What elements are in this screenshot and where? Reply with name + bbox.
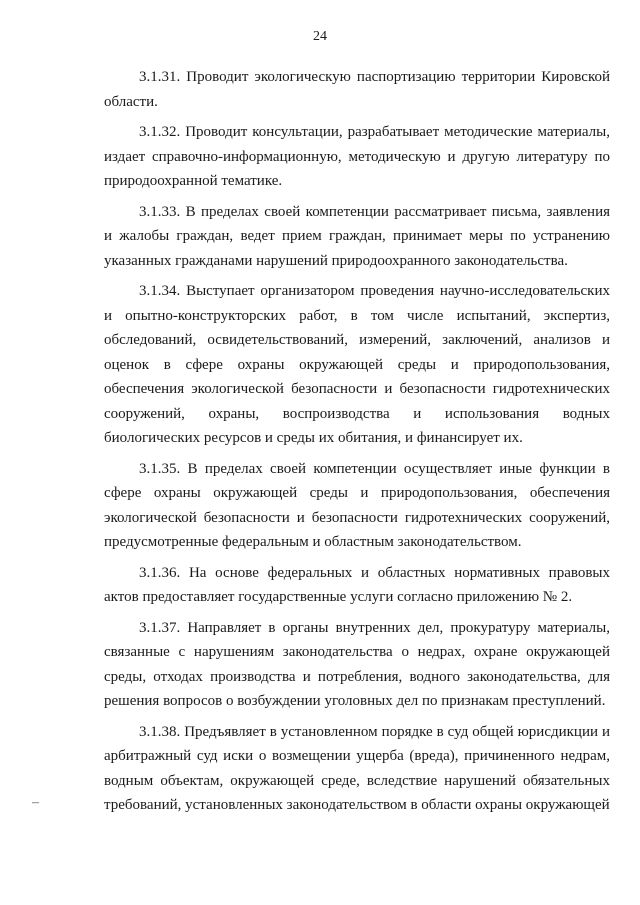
paragraph-3-1-32: 3.1.32. Проводит консультации, разрабатывает методические материалы, издает справочно-информационную, методическую и другую литературу по природоохранной тематике. [104, 124, 610, 189]
paragraph-3-1-31: 3.1.31. Проводит экологическую паспортизацию территории Кировской области. [104, 69, 610, 110]
paragraph-3-1-33: 3.1.33. В пределах своей компетенции рассматривает письма, заявления и жалобы граждан, ведет прием граждан, принимает меры по устранению указанных гражданами нарушений природоохранного законодательства. [104, 203, 610, 269]
document-body [104, 65, 610, 824]
paragraph-3-1-38: 3.1.38. Предъявляет в установленном порядке в суд общей юрисдикции и арбитражный суд иски о возмещении ущерба (вреда), причиненного недрам, водным объектам, окружающей среде, вследствие нарушений обязательных требований, установленных законодательством в области охраны окружающей [104, 723, 610, 813]
page-number: 24 [313, 29, 327, 44]
paragraph-3-1-36: 3.1.36. На основе федеральных и областных нормативных правовых актов предоставляет государственные услуги согласно приложению № 2. [104, 564, 610, 605]
paragraph-3-1-34: 3.1.34. Выступает организатором проведения научно-исследовательских и опытно-конструкторских работ, в том числе испытаний, экспертиз, обследований, освидетельствований, измерений, заключений, анализов и оценок в сфере охраны окружающей среды и природопользования, обеспечения экологической безопасности и безопасности гидротехнических сооружений, охраны, воспроизводства и использования водных биологических ресурсов и среды их обитания, и финансирует их. [104, 283, 610, 446]
paragraph-3-1-35: 3.1.35. В пределах своей компетенции осуществляет иные функции в сфере охраны окружающей среды и природопользования, обеспечения экологической безопасности и безопасности гидротехнических сооружений, предусмотренные федеральным и областным законодательством. [104, 460, 610, 550]
paragraph-3-1-37: 3.1.37. Направляет в органы внутренних дел, прокуратуру материалы, связанные с нарушениям законодательства о недрах, охране окружающей среды, отходах производства и потребления, водного законодательства, для решения вопросов о возбуждении уголовных дел по признакам преступлений. [104, 619, 610, 709]
margin-mark: – [32, 795, 39, 810]
